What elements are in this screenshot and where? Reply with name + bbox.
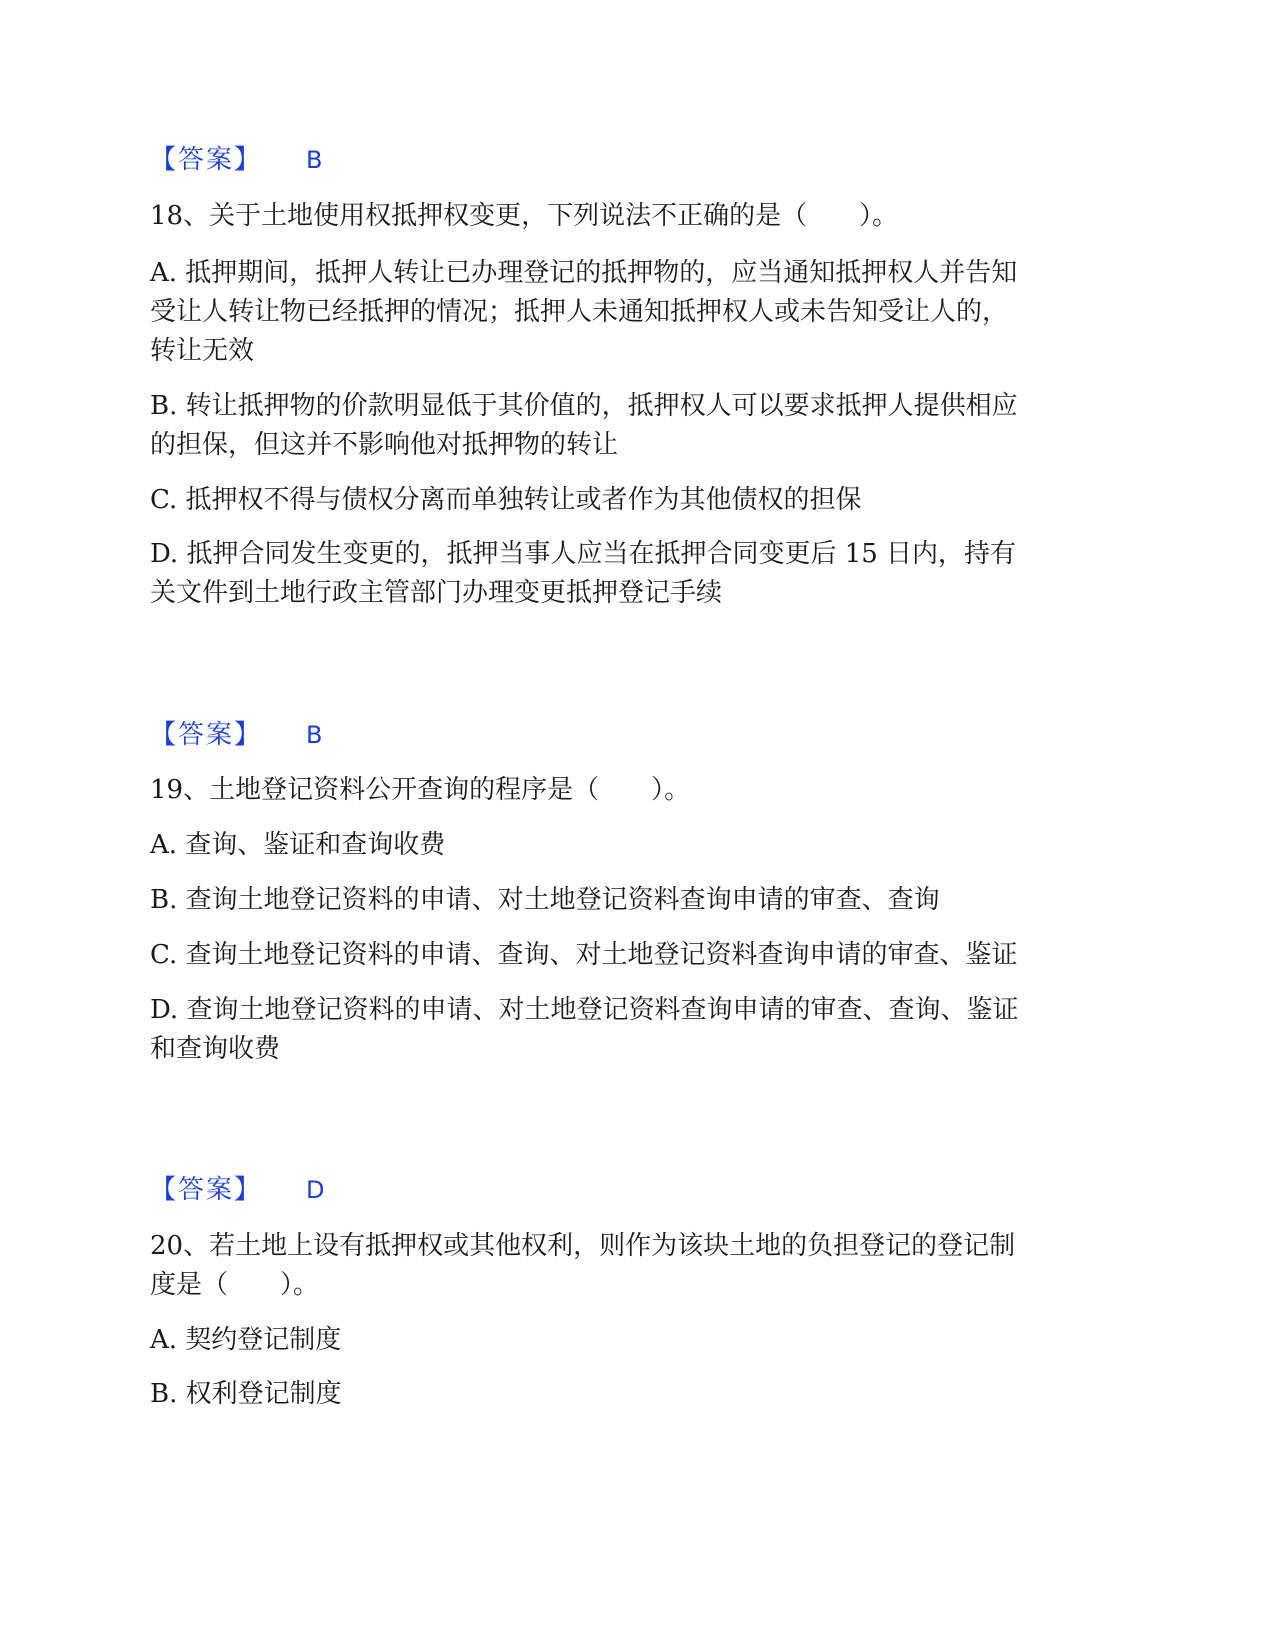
answer-label: 【答案】 bbox=[150, 145, 263, 175]
question-20-stem-line1: 20、若土地上设有抵押权或其他权利，则作为该块土地的负担登记的登记制 bbox=[150, 1231, 1016, 1261]
q19-option-d-line1: D. 查询土地登记资料的申请、对土地登记资料查询申请的审查、查询、鉴证 bbox=[150, 995, 1019, 1025]
question-20-stem-line2: 度是（ ）。 bbox=[150, 1270, 320, 1300]
q18-option-b-line1: B. 转让抵押物的价款明显低于其价值的，抵押权人可以要求抵押人提供相应 bbox=[150, 391, 1018, 421]
q18-option-c: C. 抵押权不得与债权分离而单独转让或者作为其他债权的担保 bbox=[150, 485, 862, 515]
question-18-stem: 18、关于土地使用权抵押权变更，下列说法不正确的是（ ）。 bbox=[150, 201, 899, 231]
q18-option-d-line2: 关文件到土地行政主管部门办理变更抵押登记手续 bbox=[150, 578, 723, 608]
q18-option-a-line2: 受让人转让物已经抵押的情况；抵押人未通知抵押权人或未告知受让人的， bbox=[150, 297, 1009, 327]
q18-option-d-line1: D. 抵押合同发生变更的，抵押当事人应当在抵押合同变更后 15 日内，持有 bbox=[150, 539, 1017, 569]
q19-option-a: A. 查询、鉴证和查询收费 bbox=[150, 830, 446, 860]
q20-option-a: A. 契约登记制度 bbox=[150, 1325, 342, 1355]
answer-line bbox=[150, 140, 1120, 180]
answer-label: 【答案】 bbox=[150, 1175, 263, 1205]
answer-line bbox=[150, 1170, 1120, 1210]
answer-value: D bbox=[306, 1176, 325, 1204]
answer-value: B bbox=[306, 721, 323, 749]
q19-option-c: C. 查询土地登记资料的申请、查询、对土地登记资料查询申请的审查、鉴证 bbox=[150, 940, 1018, 970]
q20-option-b: B. 权利登记制度 bbox=[150, 1379, 342, 1409]
question-19-stem: 19、土地登记资料公开查询的程序是（ ）。 bbox=[150, 775, 691, 805]
q19-option-b: B. 查询土地登记资料的申请、对土地登记资料查询申请的审查、查询 bbox=[150, 885, 940, 915]
answer-label: 【答案】 bbox=[150, 720, 263, 750]
q19-option-d-line2: 和查询收费 bbox=[150, 1034, 281, 1064]
q18-option-b-line2: 的担保，但这并不影响他对抵押物的转让 bbox=[150, 430, 619, 460]
q18-option-a-line3: 转让无效 bbox=[150, 336, 255, 366]
answer-value: B bbox=[306, 146, 323, 174]
answer-line bbox=[150, 715, 1120, 755]
q18-option-a-line1: A. 抵押期间，抵押人转让已办理登记的抵押物的，应当通知抵押权人并告知 bbox=[150, 258, 1018, 288]
